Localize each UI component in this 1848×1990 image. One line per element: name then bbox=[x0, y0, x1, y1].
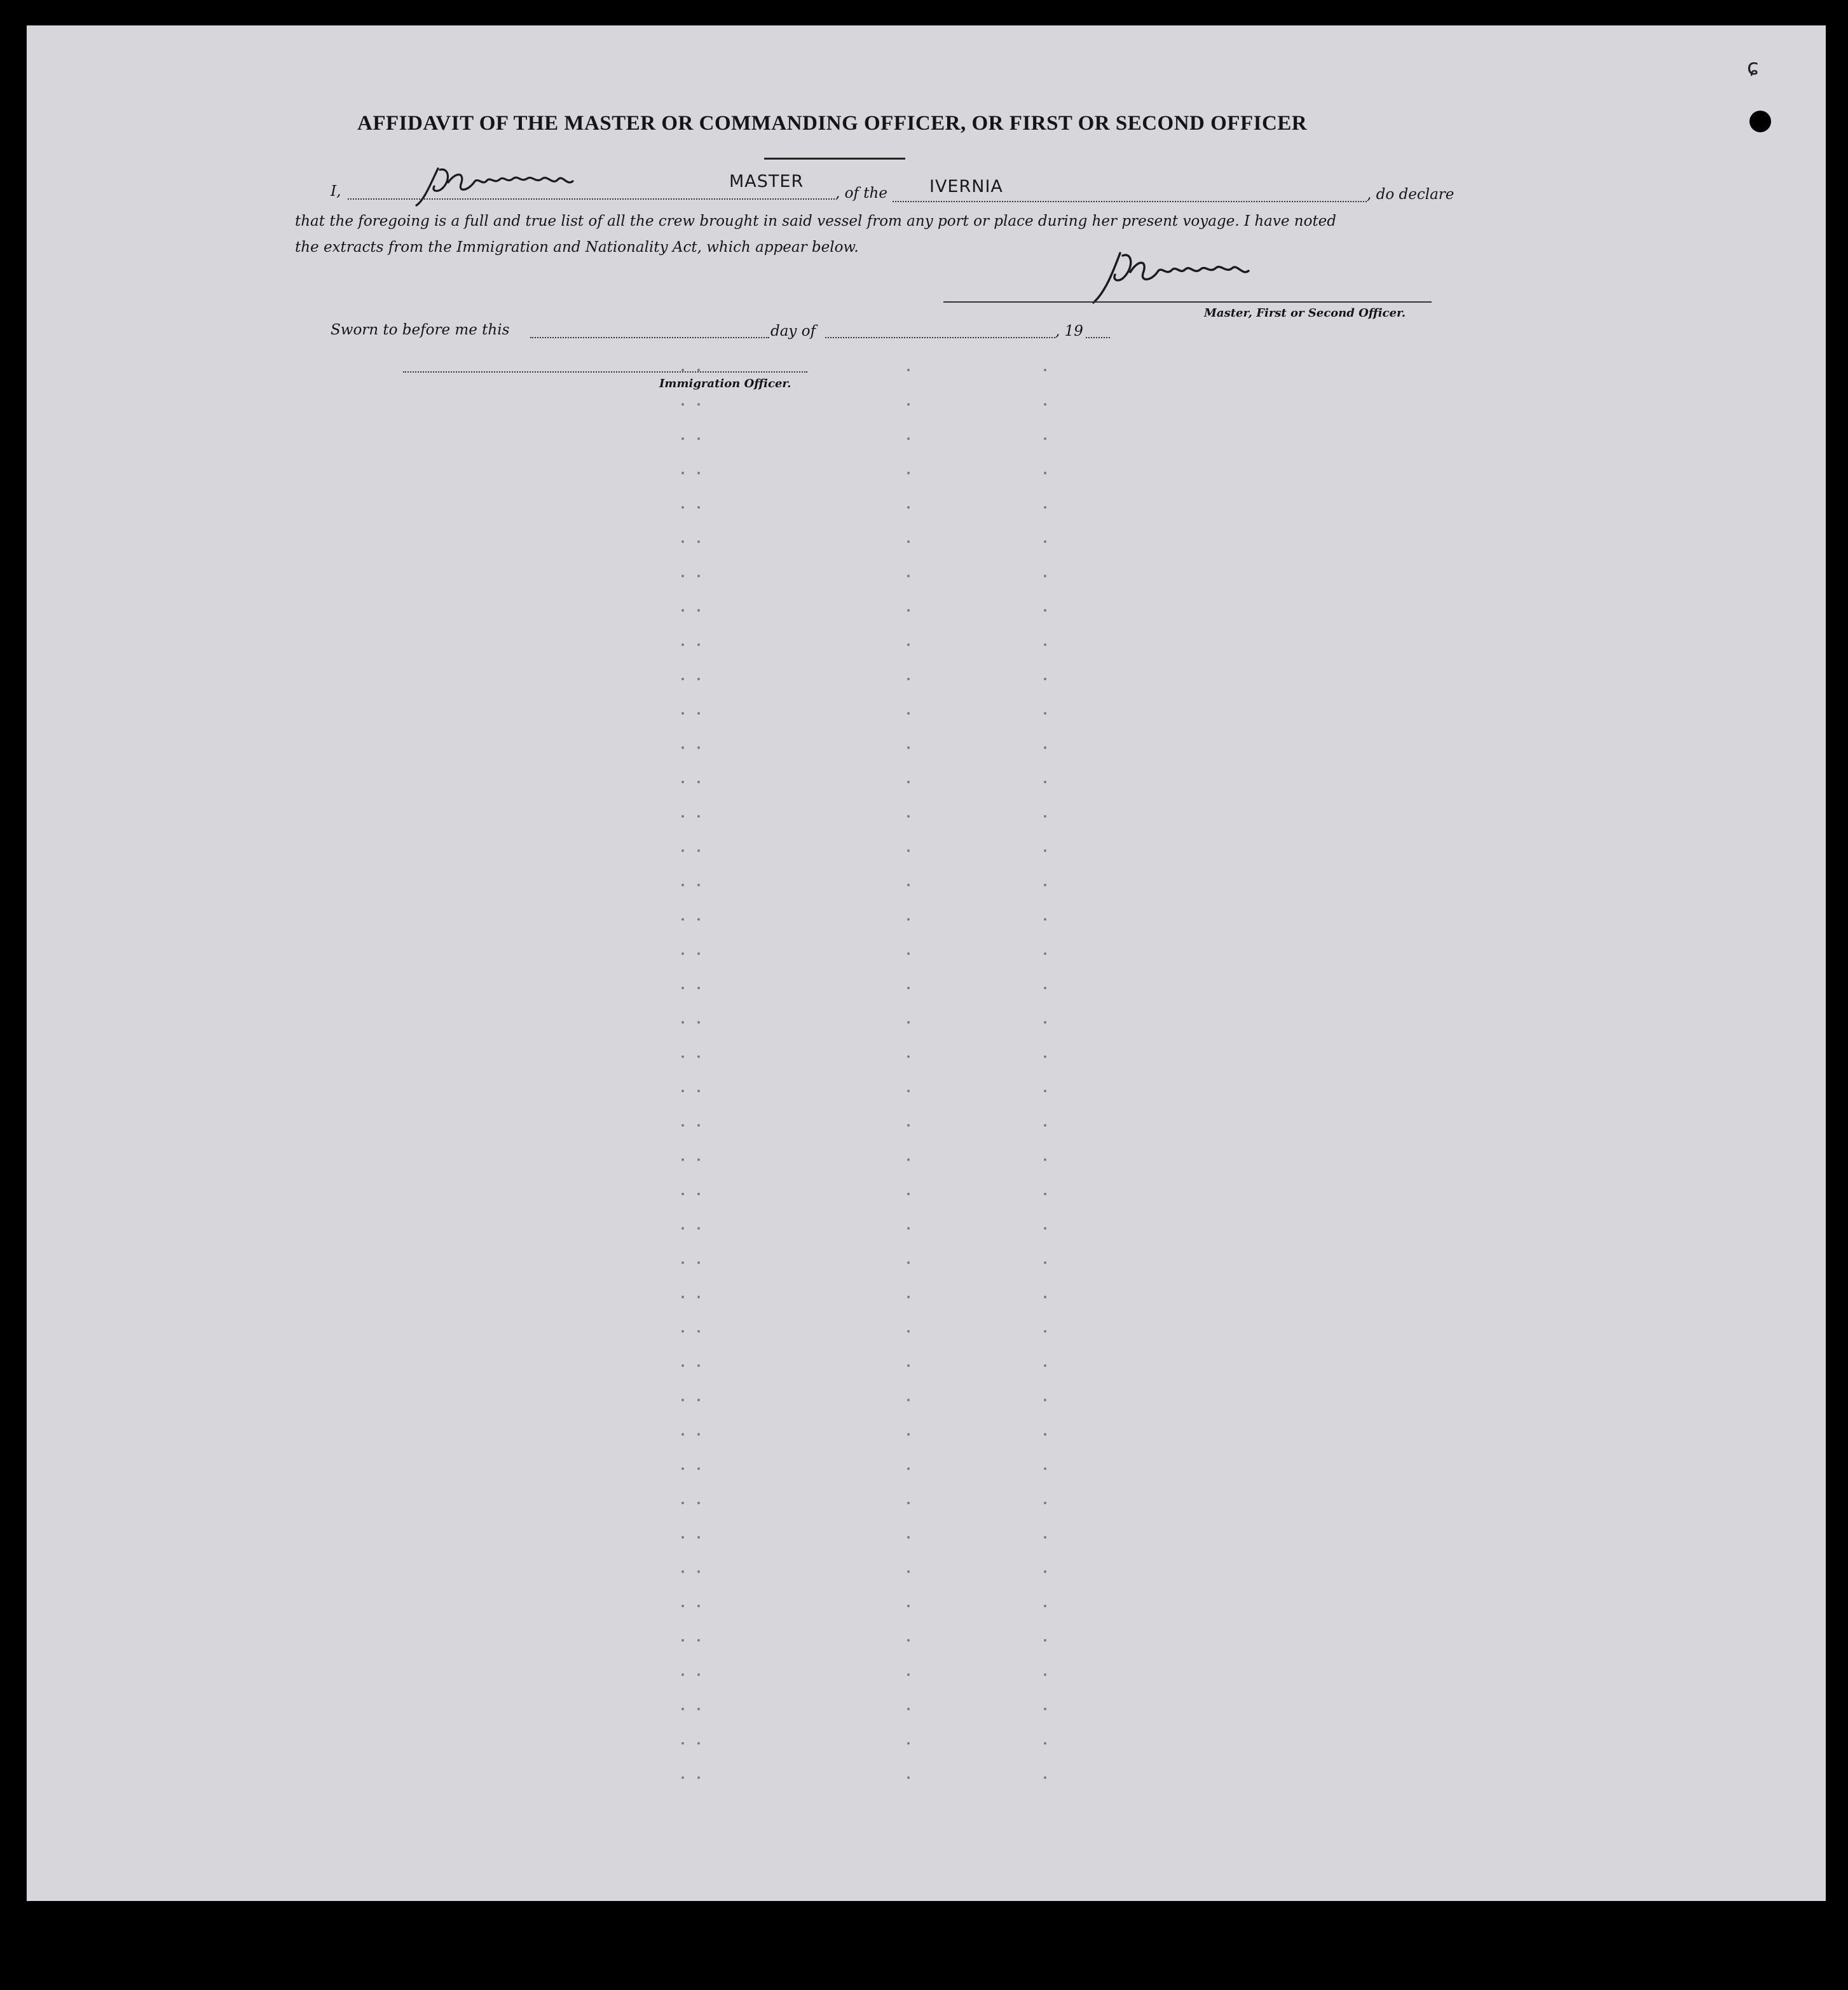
faint-speck bbox=[697, 1536, 700, 1539]
faint-speck bbox=[907, 1536, 910, 1539]
faint-speck bbox=[681, 609, 684, 612]
faint-speck bbox=[1044, 918, 1046, 921]
faint-speck bbox=[1044, 1776, 1046, 1779]
faint-speck bbox=[681, 575, 684, 577]
faint-speck bbox=[907, 437, 910, 440]
faint-speck bbox=[1044, 781, 1046, 783]
faint-speck bbox=[1044, 1364, 1046, 1367]
faint-speck bbox=[681, 1021, 684, 1024]
faint-speck bbox=[1044, 1261, 1046, 1264]
faint-speck bbox=[697, 1261, 700, 1264]
faint-speck bbox=[907, 1296, 910, 1298]
faint-speck bbox=[697, 918, 700, 921]
faint-speck bbox=[907, 712, 910, 715]
faint-speck bbox=[1044, 1158, 1046, 1161]
faint-speck bbox=[907, 1021, 910, 1024]
faint-speck bbox=[681, 1364, 684, 1367]
faint-speck bbox=[907, 1261, 910, 1264]
faint-speck bbox=[907, 609, 910, 612]
faint-speck bbox=[681, 1330, 684, 1333]
faint-speck bbox=[907, 1708, 910, 1710]
faint-speck bbox=[697, 1021, 700, 1024]
faint-speck bbox=[681, 1673, 684, 1676]
faint-speck bbox=[681, 1193, 684, 1195]
faint-speck bbox=[907, 1605, 910, 1607]
faint-speck bbox=[697, 1193, 700, 1195]
faint-speck bbox=[907, 1673, 910, 1676]
faint-speck bbox=[907, 884, 910, 886]
faint-speck bbox=[681, 1090, 684, 1092]
faint-speck bbox=[697, 781, 700, 783]
faint-speck bbox=[907, 1055, 910, 1058]
officer-caption: Immigration Officer. bbox=[659, 377, 791, 390]
faint-speck bbox=[1044, 849, 1046, 852]
faint-speck bbox=[697, 884, 700, 886]
sworn-year-dotline bbox=[1086, 337, 1110, 338]
faint-speck bbox=[681, 746, 684, 749]
faint-speck bbox=[1044, 987, 1046, 989]
faint-speck bbox=[907, 369, 910, 371]
faint-speck bbox=[697, 1090, 700, 1092]
faint-speck bbox=[681, 1605, 684, 1607]
corner-mark: ɕ bbox=[1747, 55, 1759, 80]
document-sheet bbox=[27, 25, 1826, 1901]
faint-speck bbox=[907, 1467, 910, 1470]
faint-speck bbox=[1044, 540, 1046, 543]
faint-speck bbox=[907, 952, 910, 955]
faint-speck bbox=[681, 1227, 684, 1230]
faint-speck bbox=[907, 643, 910, 646]
faint-speck bbox=[1044, 952, 1046, 955]
faint-speck bbox=[697, 987, 700, 989]
faint-speck bbox=[681, 1708, 684, 1710]
year-prefix: , 19 bbox=[1055, 323, 1083, 340]
faint-speck bbox=[697, 403, 700, 406]
officer-signature-line bbox=[403, 371, 807, 373]
faint-speck bbox=[697, 746, 700, 749]
faint-speck bbox=[681, 678, 684, 680]
faint-speck bbox=[697, 1399, 700, 1401]
faint-speck bbox=[1044, 472, 1046, 474]
faint-speck bbox=[1044, 1536, 1046, 1539]
faint-speck bbox=[907, 403, 910, 406]
faint-speck bbox=[697, 712, 700, 715]
faint-speck bbox=[681, 1296, 684, 1298]
faint-speck bbox=[697, 1776, 700, 1779]
line1-do-declare: , do declare bbox=[1367, 186, 1454, 203]
faint-speck bbox=[1044, 1090, 1046, 1092]
faint-speck bbox=[681, 1124, 684, 1127]
faint-speck bbox=[1044, 1227, 1046, 1230]
faint-speck bbox=[681, 712, 684, 715]
faint-speck bbox=[907, 987, 910, 989]
faint-speck bbox=[1044, 1433, 1046, 1436]
sworn-month-dotline bbox=[825, 337, 1055, 338]
faint-speck bbox=[1044, 1124, 1046, 1127]
faint-speck bbox=[1044, 1605, 1046, 1607]
faint-speck bbox=[907, 1742, 910, 1745]
faint-speck bbox=[907, 1193, 910, 1195]
faint-speck bbox=[681, 781, 684, 783]
faint-speck bbox=[907, 540, 910, 543]
faint-speck bbox=[681, 1158, 684, 1161]
faint-speck bbox=[681, 1776, 684, 1779]
faint-speck bbox=[1044, 575, 1046, 577]
faint-speck bbox=[1044, 1021, 1046, 1024]
faint-speck bbox=[697, 575, 700, 577]
faint-speck bbox=[1044, 746, 1046, 749]
faint-speck bbox=[1044, 1673, 1046, 1676]
faint-speck bbox=[907, 746, 910, 749]
faint-speck bbox=[681, 540, 684, 543]
faint-speck bbox=[681, 1502, 684, 1504]
faint-speck bbox=[1044, 678, 1046, 680]
faint-speck bbox=[1044, 1193, 1046, 1195]
faint-speck bbox=[907, 1639, 910, 1642]
faint-speck bbox=[1044, 1742, 1046, 1745]
faint-speck bbox=[1044, 1639, 1046, 1642]
faint-speck bbox=[697, 1364, 700, 1367]
faint-speck bbox=[697, 815, 700, 818]
faint-speck bbox=[697, 1433, 700, 1436]
faint-speck bbox=[697, 1605, 700, 1607]
faint-speck bbox=[907, 678, 910, 680]
faint-speck bbox=[697, 540, 700, 543]
line1-of-the: , of the bbox=[835, 185, 887, 202]
faint-speck bbox=[1044, 437, 1046, 440]
faint-speck bbox=[681, 1570, 684, 1573]
faint-speck bbox=[697, 1502, 700, 1504]
faint-speck bbox=[681, 1536, 684, 1539]
faint-speck bbox=[681, 369, 684, 371]
line1-i: I, bbox=[331, 183, 341, 200]
faint-speck bbox=[681, 815, 684, 818]
faint-speck bbox=[681, 643, 684, 646]
faint-speck bbox=[681, 1742, 684, 1745]
line2-text: that the foregoing is a full and true list of all the crew brought in said vessel from any port or place during her present voyage. I have noted bbox=[295, 213, 1337, 230]
faint-speck bbox=[681, 1261, 684, 1264]
faint-speck bbox=[907, 1330, 910, 1333]
faint-speck bbox=[697, 1467, 700, 1470]
faint-speck bbox=[681, 1433, 684, 1436]
faint-speck bbox=[697, 849, 700, 852]
faint-speck bbox=[1044, 1502, 1046, 1504]
faint-speck bbox=[907, 1570, 910, 1573]
faint-speck bbox=[907, 1399, 910, 1401]
day-of-label: day of bbox=[770, 323, 816, 340]
faint-speck bbox=[1044, 506, 1046, 509]
faint-speck bbox=[907, 1158, 910, 1161]
faint-speck bbox=[681, 1639, 684, 1642]
faint-speck bbox=[697, 472, 700, 474]
faint-speck bbox=[1044, 884, 1046, 886]
faint-speck bbox=[697, 1296, 700, 1298]
faint-speck bbox=[681, 952, 684, 955]
faint-speck bbox=[697, 1639, 700, 1642]
affidavit-title: AFFIDAVIT OF THE MASTER OR COMMANDING OFFICER, OR FIRST OR SECOND OFFICER bbox=[357, 112, 1308, 135]
faint-speck bbox=[1044, 1399, 1046, 1401]
faint-speck bbox=[1044, 1570, 1046, 1573]
vessel-value: IVERNIA bbox=[929, 177, 1003, 196]
faint-speck bbox=[681, 403, 684, 406]
faint-speck bbox=[907, 1124, 910, 1127]
faint-speck bbox=[697, 506, 700, 509]
faint-speck bbox=[1044, 403, 1046, 406]
faint-speck bbox=[681, 506, 684, 509]
faint-speck bbox=[907, 1776, 910, 1779]
faint-speck bbox=[907, 575, 910, 577]
rank-value: MASTER bbox=[729, 172, 804, 191]
faint-speck bbox=[907, 815, 910, 818]
faint-speck bbox=[697, 1330, 700, 1333]
faint-speck bbox=[681, 884, 684, 886]
faint-speck bbox=[681, 1467, 684, 1470]
faint-speck bbox=[681, 472, 684, 474]
faint-speck bbox=[697, 369, 700, 371]
faint-speck bbox=[681, 437, 684, 440]
faint-speck bbox=[681, 918, 684, 921]
faint-speck bbox=[907, 1502, 910, 1504]
faint-speck bbox=[1044, 712, 1046, 715]
faint-speck bbox=[1044, 369, 1046, 371]
faint-speck bbox=[697, 952, 700, 955]
faint-speck bbox=[907, 918, 910, 921]
faint-speck bbox=[1044, 643, 1046, 646]
line3-text: the extracts from the Immigration and Nationality Act, which appear below. bbox=[295, 239, 859, 256]
faint-speck bbox=[697, 643, 700, 646]
vessel-dotline bbox=[893, 201, 1367, 202]
faint-speck bbox=[697, 437, 700, 440]
faint-speck bbox=[907, 1433, 910, 1436]
faint-speck bbox=[697, 1673, 700, 1676]
faint-speck bbox=[681, 1399, 684, 1401]
faint-speck bbox=[907, 506, 910, 509]
faint-speck bbox=[697, 1742, 700, 1745]
faint-speck bbox=[907, 472, 910, 474]
faint-speck bbox=[681, 849, 684, 852]
faint-speck bbox=[681, 1055, 684, 1058]
faint-speck bbox=[1044, 1467, 1046, 1470]
sworn-prefix: Sworn to before me this bbox=[331, 322, 510, 338]
faint-speck bbox=[697, 1055, 700, 1058]
master-signature-inline bbox=[411, 156, 621, 213]
faint-speck bbox=[697, 1158, 700, 1161]
title-underline bbox=[764, 158, 905, 160]
faint-speck bbox=[1044, 1055, 1046, 1058]
faint-speck bbox=[1044, 609, 1046, 612]
faint-speck bbox=[697, 1570, 700, 1573]
faint-speck bbox=[697, 1124, 700, 1127]
faint-speck bbox=[1044, 1330, 1046, 1333]
faint-speck bbox=[1044, 1296, 1046, 1298]
faint-speck bbox=[681, 987, 684, 989]
faint-speck bbox=[697, 1227, 700, 1230]
faint-speck bbox=[1044, 1708, 1046, 1710]
faint-speck bbox=[907, 1364, 910, 1367]
faint-speck bbox=[697, 1708, 700, 1710]
master-signature-line bbox=[943, 301, 1432, 303]
faint-speck bbox=[697, 609, 700, 612]
faint-speck bbox=[907, 849, 910, 852]
faint-speck bbox=[697, 678, 700, 680]
punch-hole bbox=[1749, 111, 1771, 132]
faint-speck bbox=[907, 1227, 910, 1230]
sworn-day-dotline bbox=[530, 337, 769, 338]
faint-speck bbox=[1044, 815, 1046, 818]
faint-speck bbox=[907, 1090, 910, 1092]
faint-speck bbox=[907, 781, 910, 783]
master-signature-caption: Master, First or Second Officer. bbox=[1204, 306, 1406, 320]
